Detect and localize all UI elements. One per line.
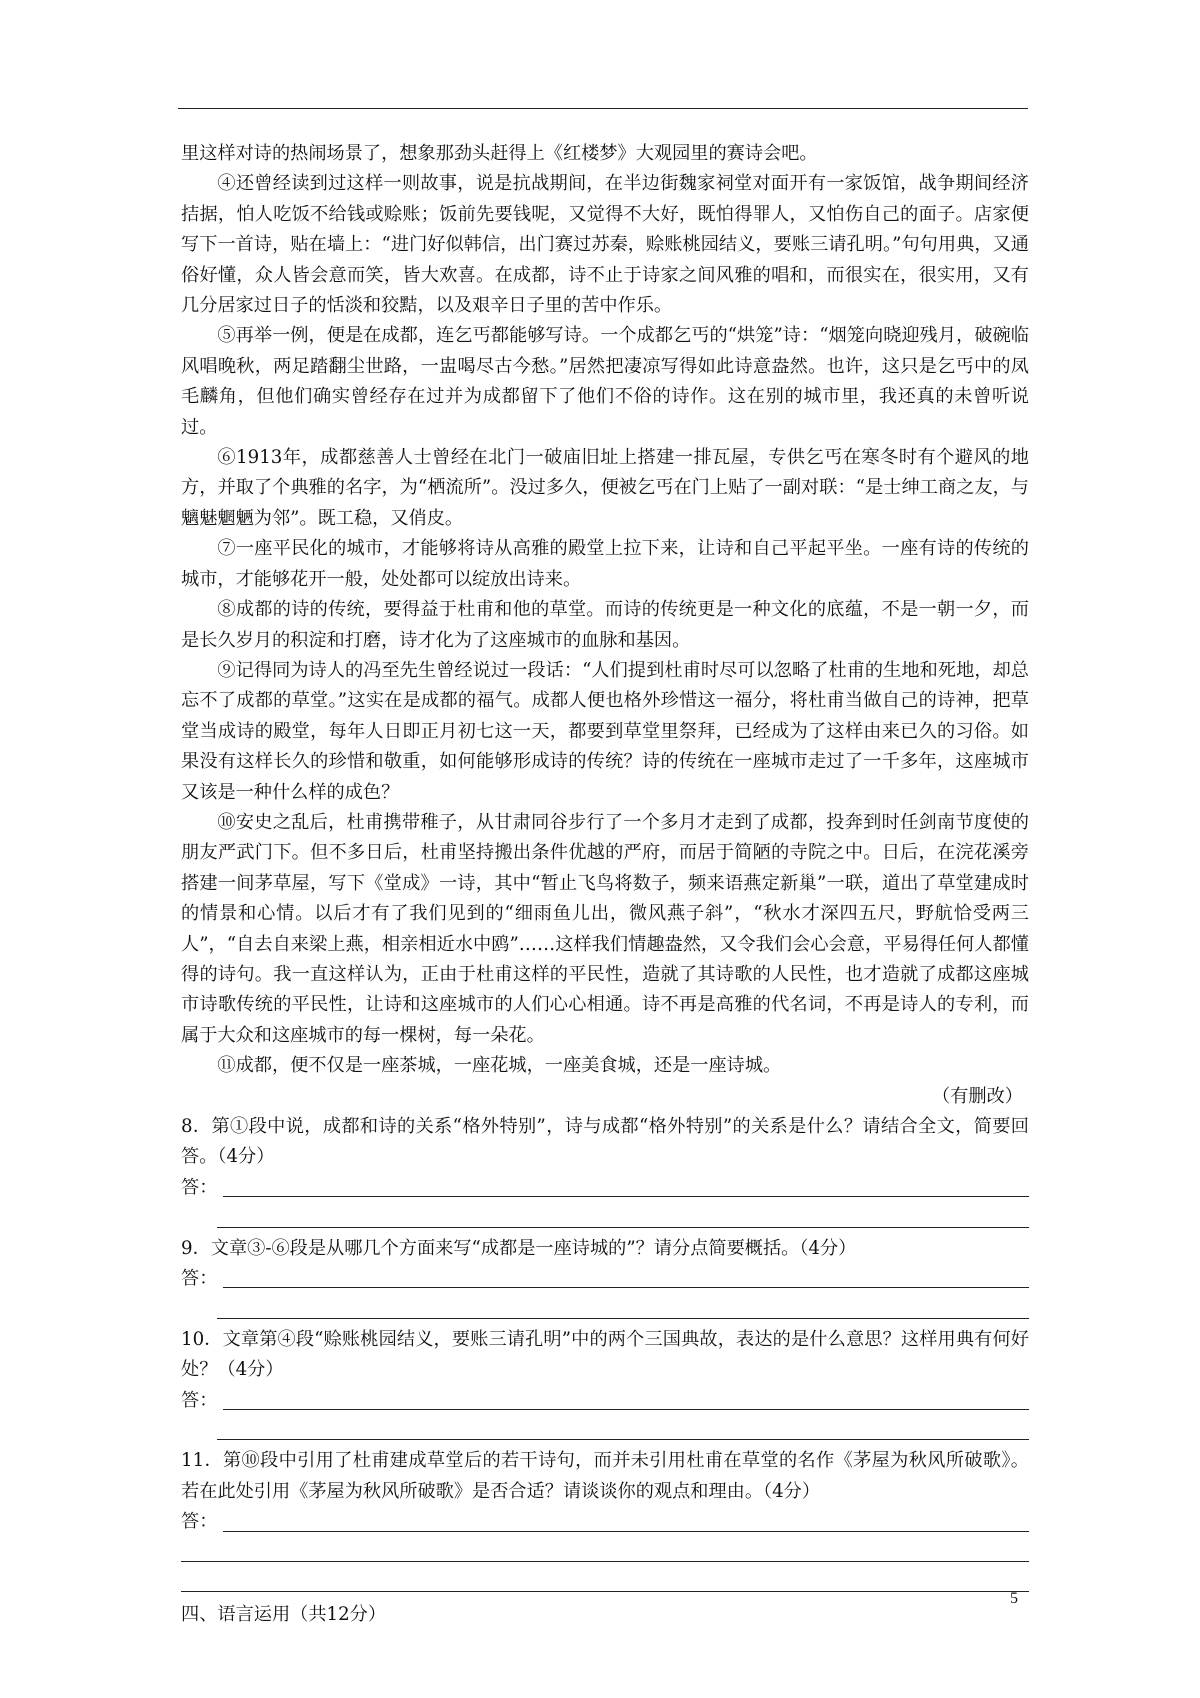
question-text: 9．文章③-⑥段是从哪几个方面来写“成都是一座诗城的”？请分点简要概括。（4分） — [181, 1237, 857, 1259]
article-paragraph: ⑦一座平民化的城市，才能够将诗从高雅的殿堂上拉下来，让诗和自己平起平坐。一座有诗的传统的城市，才能够花开一般，处处都可以绽放出诗来。 — [181, 538, 1029, 590]
answer-blank-row — [181, 1568, 1029, 1598]
question-list — [181, 1112, 1029, 1598]
answer-blank-row — [181, 1294, 1029, 1324]
answer-label: 答： — [181, 1389, 218, 1411]
article-text — [181, 139, 1029, 1082]
article-paragraph: ⑪成都，便不仅是一座茶城，一座花城，一座美食城，还是一座诗城。 — [217, 1055, 782, 1077]
answer-line[interactable] — [217, 1227, 1029, 1228]
page-number: 5 — [1010, 1590, 1018, 1607]
answer-line[interactable] — [181, 1591, 1029, 1592]
question-block — [181, 1325, 1029, 1447]
answer-blank-row — [181, 1203, 1029, 1233]
answer-row — [181, 1386, 1029, 1416]
answer-label: 答： — [181, 1176, 218, 1198]
question-block — [181, 1234, 1029, 1325]
section-heading: 四、语言运用（共12分） — [181, 1604, 387, 1626]
article-paragraph: ⑧成都的诗的传统，要得益于杜甫和他的草堂。而诗的传统更是一种文化的底蕴，不是一朝一夕，而是长久岁月的积淀和打磨，诗才化为了这座城市的血脉和基因。 — [181, 599, 1029, 651]
answer-line[interactable] — [217, 1318, 1029, 1319]
article-paragraph: ④还曾经读到过这样一则故事，说是抗战期间，在半边街魏家祠堂对面开有一家饭馆，战争期间经济拮据，怕人吃饭不给钱或赊账；饭前先要钱呢，又觉得不大好，既怕得罪人，又怕伤自己的面子。店家便写下一首诗，贴在墙上：“进门好似韩信，出门赛过苏秦，赊账桃园结义，要账三请孔明。”句句用典，又通俗好懂，众人皆会意而笑，皆大欢喜。在成都，诗不止于诗家之间风雅的唱和，而很实在，很实用，又有几分居家过日子的恬淡和狡黠，以及艰辛日子里的苦中作乐。 — [181, 173, 1029, 317]
question-text: 11．第⑩段中引用了杜甫建成草堂后的若干诗句，而并未引用杜甫在草堂的名作《茅屋为秋风所破歌》。若在此处引用《茅屋为秋风所破歌》是否合适？请谈谈你的观点和理由。（4分） — [181, 1450, 1029, 1502]
article-paragraph: ⑥1913年，成都慈善人士曾经在北门一破庙旧址上搭建一排瓦屋，专供乞丐在寒冬时有个避风的地方，并取了个典雅的名字，为“栖流所”。没过多久，便被乞丐在门上贴了一副对联：“是士绅工商之友，与魑魅魍魉为邻”。既工稳，又俏皮。 — [181, 447, 1029, 529]
answer-line[interactable] — [223, 1531, 1029, 1532]
answer-blank-row — [181, 1538, 1029, 1568]
header-rule — [178, 108, 1028, 109]
article-paragraph: 里这样对诗的热闹场景了，想象那劲头赶得上《红楼梦》大观园里的赛诗会吧。 — [181, 143, 818, 164]
answer-row — [181, 1264, 1029, 1294]
document-body — [181, 139, 1029, 1631]
answer-line[interactable] — [223, 1409, 1029, 1410]
answer-row — [181, 1507, 1029, 1537]
answer-label: 答： — [181, 1511, 218, 1533]
answer-line[interactable] — [223, 1287, 1029, 1288]
answer-blank-row — [181, 1416, 1029, 1446]
article-paragraph: ⑩安史之乱后，杜甫携带稚子，从甘肃同谷步行了一个多月才走到了成都，投奔到时任剑南节度使的朋友严武门下。但不多日后，杜甫坚持搬出条件优越的严府，而居于简陋的寺院之中。日后，在浣花溪旁搭建一间茅草屋，写下《堂成》一诗，其中“暂止飞鸟将数子，频来语燕定新巢”一联，道出了草堂建成时的情景和心情。以后才有了我们见到的“细雨鱼儿出，微风燕子斜”，“秋水才深四五尺，野航恰受两三人”，“自去自来梁上燕，相亲相近水中鸥”……这样我们情趣盎然，又令我们会心会意，平易得任何人都懂得的诗句。我一直这样认为，正由于杜甫这样的平民性，造就了其诗歌的人民性，也才造就了成都这座城市诗歌传统的平民性，让诗和这座城市的人们心心相通。诗不再是高雅的代名词，不再是诗人的专利，而属于大众和这座城市的每一棵树，每一朵花。 — [181, 811, 1029, 1046]
article-paragraph: ⑤再举一例，便是在成都，连乞丐都能够写诗。一个成都乞丐的“烘笼”诗：“烟笼向晓迎残月，破碗临风唱晚秋，两足踏翻尘世路，一盅喝尽古今愁。”居然把凄凉写得如此诗意盎然。也许，这只是乞丐中的凤毛麟角，但他们确实曾经存在过并为成都留下了他们不俗的诗作。这在别的城市里，我还真的未曾听说过。 — [181, 325, 1029, 438]
question-block — [181, 1446, 1029, 1598]
answer-row — [181, 1173, 1029, 1203]
answer-line[interactable] — [217, 1439, 1029, 1440]
answer-line[interactable] — [223, 1196, 1029, 1197]
answer-line[interactable] — [181, 1561, 1029, 1562]
edit-note: （有删改） — [932, 1085, 1023, 1107]
question-text: 10．文章第④段“赊账桃园结义，要账三请孔明”中的两个三国典故，表达的是什么意思？这样用典有何好处？（4分） — [181, 1328, 1029, 1381]
answer-label: 答： — [181, 1267, 218, 1289]
article-paragraph: ⑨记得同为诗人的冯至先生曾经说过一段话：“人们提到杜甫时尽可以忽略了杜甫的生地和死地，却总忘不了成都的草堂。”这实在是成都的福气。成都人便也格外珍惜这一福分，将杜甫当做自己的诗神，把草堂当成诗的殿堂，每年人日即正月初七这一天，都要到草堂里祭拜，已经成为了这样由来已久的习俗。如果没有这样长久的珍惜和敬重，如何能够形成诗的传统？诗的传统在一座城市走过了一千多年，这座城市又该是一种什么样的成色？ — [181, 659, 1029, 803]
question-block — [181, 1112, 1029, 1234]
question-text: 8．第①段中说，成都和诗的关系“格外特别”，诗与成都“格外特别”的关系是什么？请结合全文，简要回答。（4分） — [181, 1116, 1029, 1168]
